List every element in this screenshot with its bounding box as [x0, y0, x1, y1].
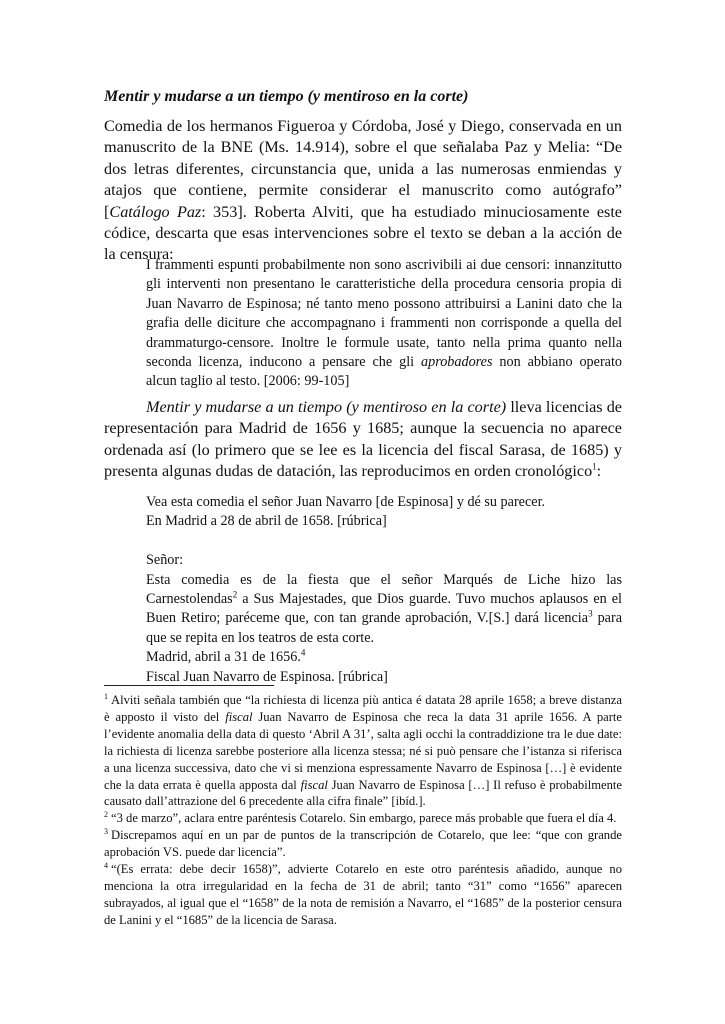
licenses-colon: :: [596, 462, 602, 481]
footnote-2: [104, 810, 622, 827]
footnote-3-text: Discrepamos aquí en un par de puntos de la transcripción de Cotarelo, que lee: “que con grande aprobación VS. puede dar licencia”.: [104, 828, 622, 860]
license-date: [146, 648, 622, 667]
censor-opinion: [146, 571, 622, 649]
quote-text-a: I frammenti espunti probabilmente non sono ascrivibili ai due censori: innanzitutto gli interventi non presentano le caratteristiche della procedura censoria propia di Juan Navarro de Espinosa; né tanto meno possono attribuirsi a Lanini dato che la grafia delle diciture che accompagnano i frammenti non corrisponde a quella del drammaturgo-censore. Inoltre le formule usate, tanto nella prima quanto nella seconda licenza, inducono a pensare che gli: [146, 257, 622, 371]
footnote-2-number: 2: [104, 810, 108, 820]
section-heading: Mentir y mudarse a un tiempo (y mentiroso en la corte): [104, 88, 469, 105]
catalog-title: Catálogo Paz: [109, 202, 202, 221]
footnote-1: [104, 692, 622, 810]
footnote-ref-1[interactable]: 1: [592, 461, 597, 472]
footnote-4-number: 4: [104, 860, 108, 870]
footnote-2-text: “3 de marzo”, aclara entre paréntesis Cotarelo. Sin embargo, parece más probable que fuera el día 4.: [111, 811, 617, 826]
footnote-1-text-b: Juan Navarro de Espinosa che reca la data 31 aprile 1656. A parte l’evidente anomalia della data di questo ‘Abril A 31’, salta agli occhi la contraddizione tra le due date: la richiesta di licenza sarebbe posteriore alla licenza stessa; né si può pensare che l’istanza si riferisca a una licenza successiva, dato che vi si menziona espressamente Navarro de Espinosa […] è evidente che la data errata è quella apposta dal: [104, 709, 623, 792]
footnote-separator: [104, 685, 274, 686]
intro-text-a: Comedia de los hermanos Figueroa y Córdoba, José y Diego, conservada en un manuscrito de la BNE (Ms. 14.914), sobre el que señalaba Paz y Melia: “De dos letras diferentes, circunstancia que, unida a las numerosas enmiendas y atajos que contiene, permite considerar el manuscrito como autógrafo” [: [104, 117, 622, 221]
salutation: Señor:: [146, 552, 184, 569]
footnote-1-number: 1: [104, 691, 108, 701]
opinion-text-c: para que se repita en los teatros de esta corte.: [146, 610, 622, 646]
footnote-ref-2[interactable]: 2: [232, 589, 238, 600]
license-signature: Fiscal Juan Navarro de Espinosa. [rúbrica]: [146, 668, 388, 685]
licenses-paragraph: [104, 397, 622, 483]
footnote-ref-4[interactable]: 4: [300, 647, 306, 658]
intro-text-b: : 353]. Roberta Alviti, que ha estudiado minuciosamente este códice, descarta que esas intervenciones sobre el texto se deban a la acción de la censura:: [104, 202, 622, 264]
license-line-1: Vea esta comedia el señor Juan Navarro [de Espinosa] y dé su parecer.: [146, 494, 546, 510]
license-date-text: Madrid, abril a 31 de 1656.: [146, 649, 301, 666]
opinion-text-b: a Sus Majestades, que Dios guarde. Tuvo muchos aplausos en el Buen Retiro; paréceme que, con tan grande aprobación, V.[S.] dará licencia: [146, 591, 622, 627]
play-title: Mentir y mudarse a un tiempo (y mentiroso en la corte): [146, 398, 507, 416]
block-quote-licenses: [146, 493, 622, 687]
footnote-4-text: “(Es errata: debe decir 1658)”, advierte Cotarelo en este otro paréntesis añadido, aunque no menciona la otra irregularidad en la fecha de 31 de abril; tanto “31” como “1656” aparecen subrayados, al igual que el “1658” de la nota de remisión a Navarro, el “1685” de la posterior censura de Lanini y el “1685” de la licencia de Sarasa.: [104, 862, 622, 927]
footnote-4: [104, 861, 622, 929]
intro-paragraph: [104, 116, 622, 266]
footnote-ref-3[interactable]: 3: [588, 608, 593, 619]
block-quote-alviti: [146, 256, 622, 392]
footnote-3-number: 3: [104, 827, 108, 837]
footnote-1-text-a: Alviti señala también que “la richiesta di licenza più antica é datata 28 aprile 1658; a breve distanza è apposto il visto del: [104, 693, 622, 724]
footnote-1-fiscal-1: fiscal: [225, 709, 253, 724]
footnotes-section: [104, 692, 622, 929]
license-line-2: En Madrid a 28 de abril de 1658. [rúbrica]: [146, 513, 387, 530]
footnote-1-text-c: Juan Navarro de Espinosa […] Il refuso è probabilmente causato dall’attrazione del 6 precedente alla cifra finale” [ibíd.].: [104, 777, 622, 809]
licenses-text: lleva licencias de representación para Madrid de 1656 y 1685; aunque la secuencia no aparece ordenada así (lo primero que se lee es la licencia del fiscal Sarasa, de 1685) y presenta algunas dudas de datación, las reproducimos en orden cronológico: [104, 398, 622, 481]
opinion-text-a: Esta comedia es de la fiesta que el señor Marqués de Liche hizo las Carnestolendas: [146, 571, 622, 608]
aprobadores-term: aprobadores: [421, 354, 493, 371]
footnote-1-fiscal-2: fiscal: [300, 777, 328, 792]
quote-text-b: non abbiano operato alcun taglio al testo. [2006: 99-105]: [146, 354, 623, 390]
footnote-3: [104, 827, 622, 861]
